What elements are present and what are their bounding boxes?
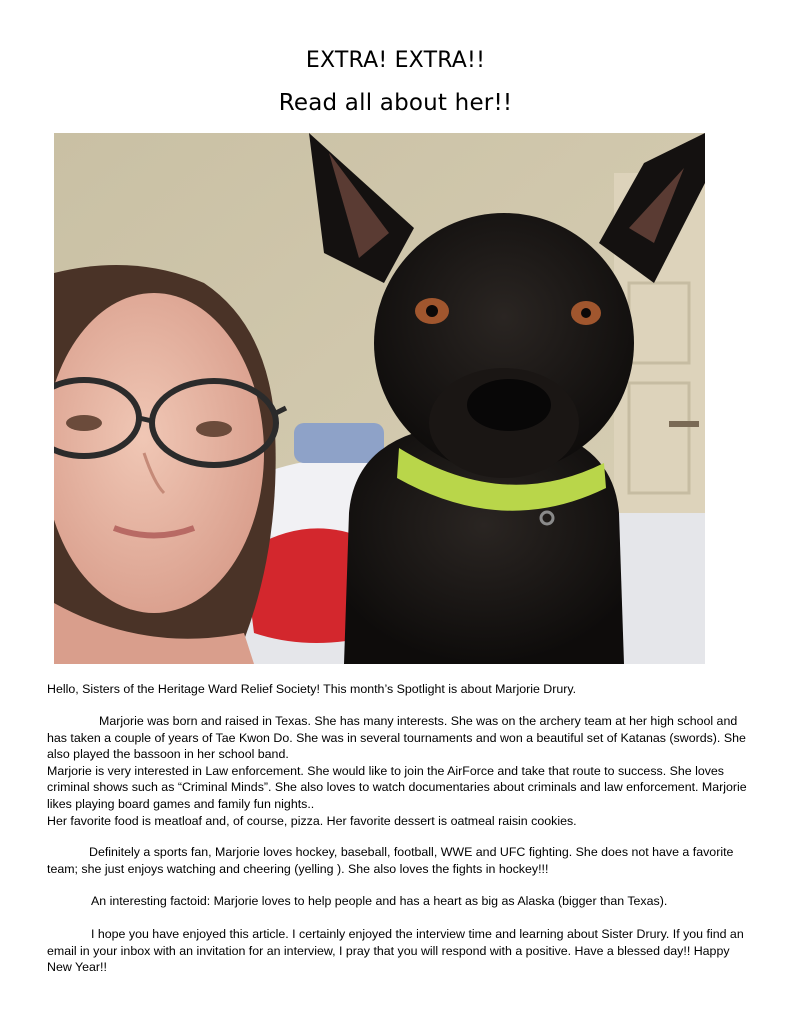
article-factoid [47,893,747,910]
greeting-paragraph: Hello, Sisters of the Heritage Ward Relief Society! This month’s Spotlight is about Marjorie Drury. [47,682,577,696]
title-line-2: Read all about her!! [278,90,513,116]
factoid-paragraph: An interesting factoid: Marjorie loves to help people and has a heart as big as Alaska (bigger than Texas). [91,894,668,908]
law-enforcement-paragraph: Marjorie is very interested in Law enforcement. She would like to join the AirForce and take that route to success. She loves criminal shows such as “Criminal Minds”. She also loves to watch documentaries about criminals and law enforcement. Marjorie likes playing board games and family fun nights.. [47,763,747,811]
article-sports [47,844,747,877]
favorite-food-paragraph: Her favorite food is meatloaf and, of course, pizza. Her favorite dessert is oatmeal raisin cookies. [47,813,577,828]
article-body [47,713,747,829]
sports-paragraph: Definitely a sports fan, Marjorie loves hockey, baseball, football, WWE and UFC fighting. She does not have a favorite team; she just enjoys watching and cheering (yelling ). She also loves the fights in hockey!!! [47,845,734,876]
closing-paragraph: I hope you have enjoyed this article. I certainly enjoyed the interview time and learning about Sister Drury. If you find an email in your inbox with an invitation for an interview, I pray that you will respond with a positive. Have a blessed day!! Happy New Year!! [47,927,744,975]
article-greeting [47,681,747,698]
article-closing [47,926,747,976]
background-paragraph: Marjorie was born and raised in Texas. She has many interests. She was on the archery team at her high school and has taken a couple of years of Tae Kwon Do. She was in several tournaments and won a beautiful set of Katanas (swords). She also played the bassoon in her school band. [47,714,746,762]
title-line-1: EXTRA! EXTRA!! [305,48,486,73]
woman-and-black-dog-photo [54,133,705,664]
